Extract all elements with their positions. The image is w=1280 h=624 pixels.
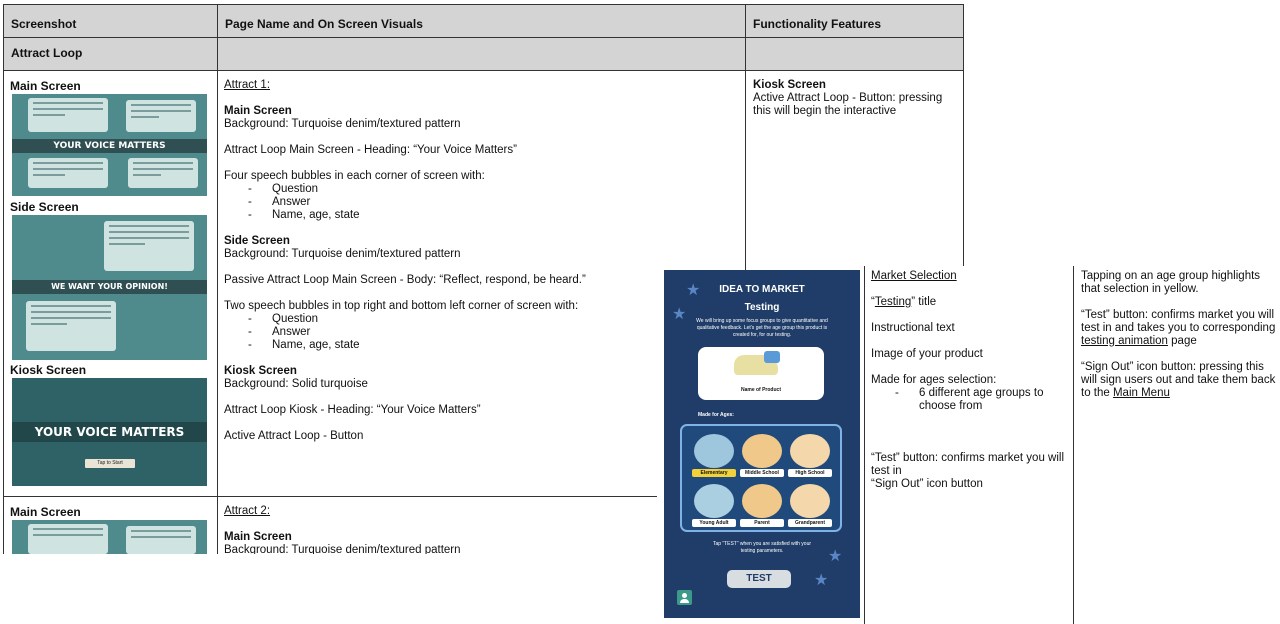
side-body-text: Passive Attract Loop Main Screen - Body: “Reflect, respond, be heard.” — [224, 274, 586, 286]
quote: “ — [871, 296, 875, 308]
sneaker-accent — [764, 351, 780, 363]
avatar — [742, 484, 782, 518]
visuals-text — [224, 79, 694, 456]
product-name: Name of Product — [740, 387, 781, 393]
row2-main-thumbnail — [12, 520, 207, 554]
product-card — [698, 347, 824, 400]
section-row-empty — [745, 37, 964, 71]
market-title: Market Selection — [871, 270, 957, 282]
star-icon: ★ — [828, 548, 843, 565]
side-screen-label: Side Screen — [224, 235, 290, 247]
list-item: - 6 different age groups to choose from — [895, 387, 1067, 413]
ages-list — [871, 387, 1067, 413]
attract2-title: Attract 2: — [224, 505, 271, 517]
attract1-title: Attract 1: — [224, 79, 271, 91]
age-label: High School — [788, 469, 832, 477]
bubble-list — [224, 183, 694, 222]
testing-link: Testing — [874, 296, 912, 308]
list-item: - Question — [248, 183, 694, 196]
age-group-middle-school[interactable] — [740, 434, 784, 477]
age-label: Young Adult — [692, 519, 736, 527]
section-title: Attract Loop — [11, 46, 83, 60]
avatar — [790, 484, 830, 518]
user-icon-body — [680, 599, 689, 603]
age-label: Grandparent — [788, 519, 832, 527]
ages-intro: Made for ages selection: — [871, 374, 997, 386]
side-bubble-list — [224, 313, 694, 352]
avatar — [790, 434, 830, 468]
thumb-kiosk-label: Kiosk Screen — [10, 363, 87, 377]
main-menu-link[interactable]: Main Menu — [1112, 387, 1170, 399]
header-label: Screenshot — [11, 17, 77, 31]
speech-bubble — [128, 158, 198, 188]
age-group-grandparent[interactable] — [788, 484, 832, 527]
testing-screen-mockup — [664, 270, 860, 618]
market-selection-text — [871, 270, 1067, 504]
kiosk-heading-band: YOUR VOICE MATTERS — [12, 422, 207, 442]
side-screen-thumbnail — [12, 215, 207, 360]
avatar — [742, 434, 782, 468]
test-button[interactable]: TEST — [727, 570, 791, 588]
side-bg-text: Background: Turquoise denim/textured pattern — [224, 248, 461, 260]
kiosk-screen-thumbnail — [12, 378, 207, 486]
row2-main-bg: Background: Turquoise denim/textured pattern — [224, 544, 461, 554]
list-item: - Answer — [248, 326, 694, 339]
speech-bubble — [28, 98, 108, 132]
speech-bubble — [126, 100, 196, 132]
user-icon-head — [682, 593, 687, 598]
test-button-text: “Test” button: confirms market you will test in — [871, 452, 1065, 477]
image-text: Image of your product — [871, 348, 983, 360]
age-label: Parent — [740, 519, 784, 527]
side-bubbles-intro: Two speech bubbles in top right and bottom left corner of screen with: — [224, 300, 579, 312]
bubbles-intro: Four speech bubbles in each corner of screen with: — [224, 170, 485, 182]
title-suffix: ” title — [911, 296, 937, 308]
tap-to-start-button: Tap to Start — [85, 459, 135, 468]
star-icon: ★ — [672, 306, 687, 323]
kiosk-heading-text: Attract Loop Kiosk - Heading: “Your Voice Matters” — [224, 404, 481, 416]
main-screen-thumbnail — [12, 94, 207, 196]
list-item: - Answer — [248, 196, 694, 209]
row2-visuals-text — [224, 505, 654, 554]
func-p2-end: page — [1167, 335, 1197, 347]
testing-title: Testing — [744, 302, 780, 313]
kiosk-button-text: Active Attract Loop - Button — [224, 430, 364, 442]
main-heading-text: Attract Loop Main Screen - Heading: “Your Voice Matters” — [224, 144, 517, 156]
func-p3: “Sign Out” icon button: pressing this will sign users out and take them back to the — [1081, 361, 1276, 399]
features-kiosk-text: Active Attract Loop - Button: pressing this will begin the interactive — [753, 92, 943, 117]
avatar — [694, 484, 734, 518]
thumb-side-label: Side Screen — [10, 200, 79, 214]
speech-bubble — [28, 158, 108, 188]
main-screen-label: Main Screen — [224, 105, 292, 117]
star-icon: ★ — [814, 572, 829, 589]
sign-out-icon[interactable] — [677, 590, 692, 605]
ages-label: Made for Ages: — [698, 412, 734, 418]
age-group-parent[interactable] — [740, 484, 784, 527]
thumb-main-label: Main Screen — [10, 79, 81, 93]
main-heading-band: YOUR VOICE MATTERS — [12, 139, 207, 153]
instruction-text: We will bring up some focus groups to give quantitative and qualitative feedback. Let’s get the age group this product is created for, for our testing. — [696, 318, 828, 338]
age-label: Middle School — [740, 469, 784, 477]
column-divider — [1073, 266, 1074, 624]
header-features — [745, 4, 964, 38]
header-visuals — [217, 4, 746, 38]
row2-left-border — [3, 496, 4, 554]
header-label: Functionality Features — [753, 17, 882, 31]
row2-thumb-label: Main Screen — [10, 505, 81, 519]
row2-divider — [3, 496, 657, 497]
func-p1: Tapping on an age group highlights that selection in yellow. — [1081, 270, 1261, 295]
age-group-high-school[interactable] — [788, 434, 832, 477]
side-heading-band: WE WANT YOUR OPINION! — [12, 280, 207, 294]
row2-main-label: Main Screen — [224, 531, 292, 543]
brand-title: IDEA TO MARKET — [719, 284, 805, 295]
func-p2: “Test” button: confirms market you will test in and takes you to corresponding — [1081, 309, 1276, 334]
row2-mid-border — [217, 496, 218, 554]
age-group-elementary[interactable] — [692, 434, 736, 477]
list-item: - Question — [248, 313, 694, 326]
section-row-empty — [217, 37, 746, 71]
features-kiosk-label: Kiosk Screen — [753, 79, 826, 91]
speech-bubble — [26, 301, 116, 351]
header-screenshot — [3, 4, 218, 38]
age-group-young-adult[interactable] — [692, 484, 736, 527]
age-label: Elementary — [692, 469, 736, 477]
test-hint: Tap “TEST” when you are satisfied with your testing parameters. — [712, 541, 812, 554]
functionality-text — [1081, 270, 1277, 413]
signout-text: “Sign Out” icon button — [871, 478, 983, 490]
speech-bubble — [104, 221, 194, 271]
column-divider — [864, 266, 865, 624]
kiosk-bg-text: Background: Solid turquoise — [224, 378, 368, 390]
instructional-text: Instructional text — [871, 322, 955, 334]
list-item: - Name, age, state — [248, 339, 694, 352]
star-icon: ★ — [686, 282, 701, 299]
features-text — [753, 79, 959, 131]
main-bg-text: Background: Turquoise denim/textured pattern — [224, 118, 461, 130]
kiosk-screen-label: Kiosk Screen — [224, 365, 297, 377]
speech-bubble — [126, 526, 196, 554]
testing-animation-link[interactable]: testing animation — [1081, 335, 1168, 347]
age-group-panel — [680, 424, 842, 532]
section-row-label — [3, 37, 218, 71]
header-label: Page Name and On Screen Visuals — [225, 17, 423, 31]
speech-bubble — [28, 524, 108, 554]
list-item: - Name, age, state — [248, 209, 694, 222]
avatar — [694, 434, 734, 468]
